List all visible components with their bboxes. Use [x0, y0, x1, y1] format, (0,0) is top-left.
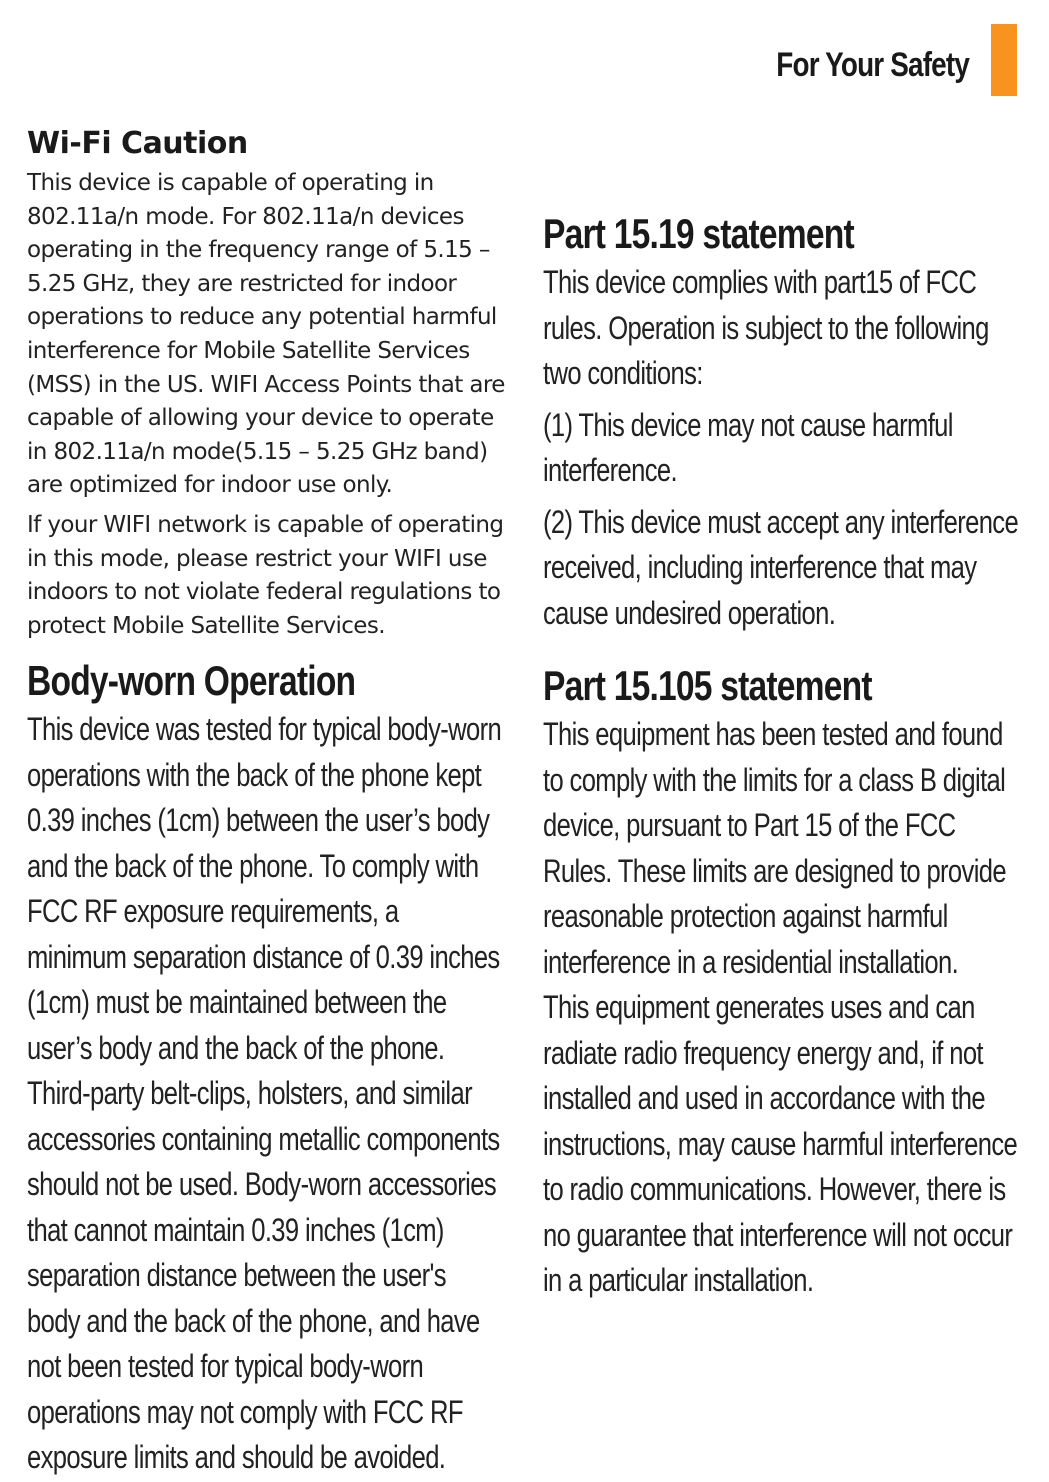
body-worn-heading: Body-worn Operation: [27, 657, 356, 705]
part-15-105-heading: Part 15.105 statement: [543, 662, 872, 709]
part-15-19-heading: Part 15.19 statement: [543, 210, 854, 257]
right-column: [543, 208, 1023, 1304]
part-15-19-section: [543, 208, 1019, 636]
header-accent-tab: [991, 24, 1017, 96]
part-15-19-paragraph-2: (1) This device may not cause harmful interference.: [543, 406, 953, 488]
page-header-title: For Your Safety: [776, 46, 969, 84]
body-worn-section: [27, 655, 503, 1481]
part-15-105-paragraph-2: This equipment generates uses and can radiate radio frequency energy and, if not installed and used in accordance with the instructions, may cause harmful interference to radio communications. However, there is no guarantee that interference will not occur in a particular installation.: [543, 989, 1018, 1298]
wifi-caution-paragraph-2: If your WIFI network is capable of operating in this mode, please restrict your WIFI use indoors to not violate federal regulations to protect Mobile Satellite Services.: [27, 511, 504, 639]
body-worn-paragraph: This device was tested for typical body-worn operations with the back of the phone kept 0.39 inches (1cm) between the user’s body and the back of the phone. To comply with FCC RF exposure requirements, a minimum separation distance of 0.39 inches (1cm) must be maintained between the user’s body and the back of the phone. Third-party belt-clips, holsters, and similar accessories containing metallic components should not be used. Body-worn accessories that cannot maintain 0.39 inches (1cm) separation distance between the user's body and the back of the phone, and have not been tested for typical body-worn operations may not comply with FCC RF exposure limits and should be avoided.: [27, 711, 502, 1476]
left-column: [27, 126, 507, 1481]
part-15-19-paragraph-1: This device complies with part15 of FCC rules. Operation is subject to the following two conditions:: [543, 264, 989, 391]
part-15-19-paragraph-3: (2) This device must accept any interference received, including interference that may cause undesired operation.: [543, 503, 1019, 631]
part-15-105-section: [543, 660, 1019, 1304]
wifi-caution-section: [27, 126, 507, 643]
wifi-caution-heading: Wi-Fi Caution: [27, 126, 248, 161]
wifi-caution-paragraph-1: This device is capable of operating in 802.11a/n mode. For 802.11a/n devices operating in the frequency range of 5.15 – 5.25 GHz, they are restricted for indoor operations to reduce any potential harmful interference for Mobile Satellite Services (MSS) in the US. WIFI Access Points that are capable of allowing your device to operate in 802.11a/n mode(5.15 – 5.25 GHz band) are optimized for indoor use only.: [27, 170, 505, 499]
part-15-105-paragraph-1: This equipment has been tested and found to comply with the limits for a class B digital device, pursuant to Part 15 of the FCC Rules. These limits are designed to provide reasonable protection against harmful interference in a residential installation.: [543, 716, 1006, 980]
